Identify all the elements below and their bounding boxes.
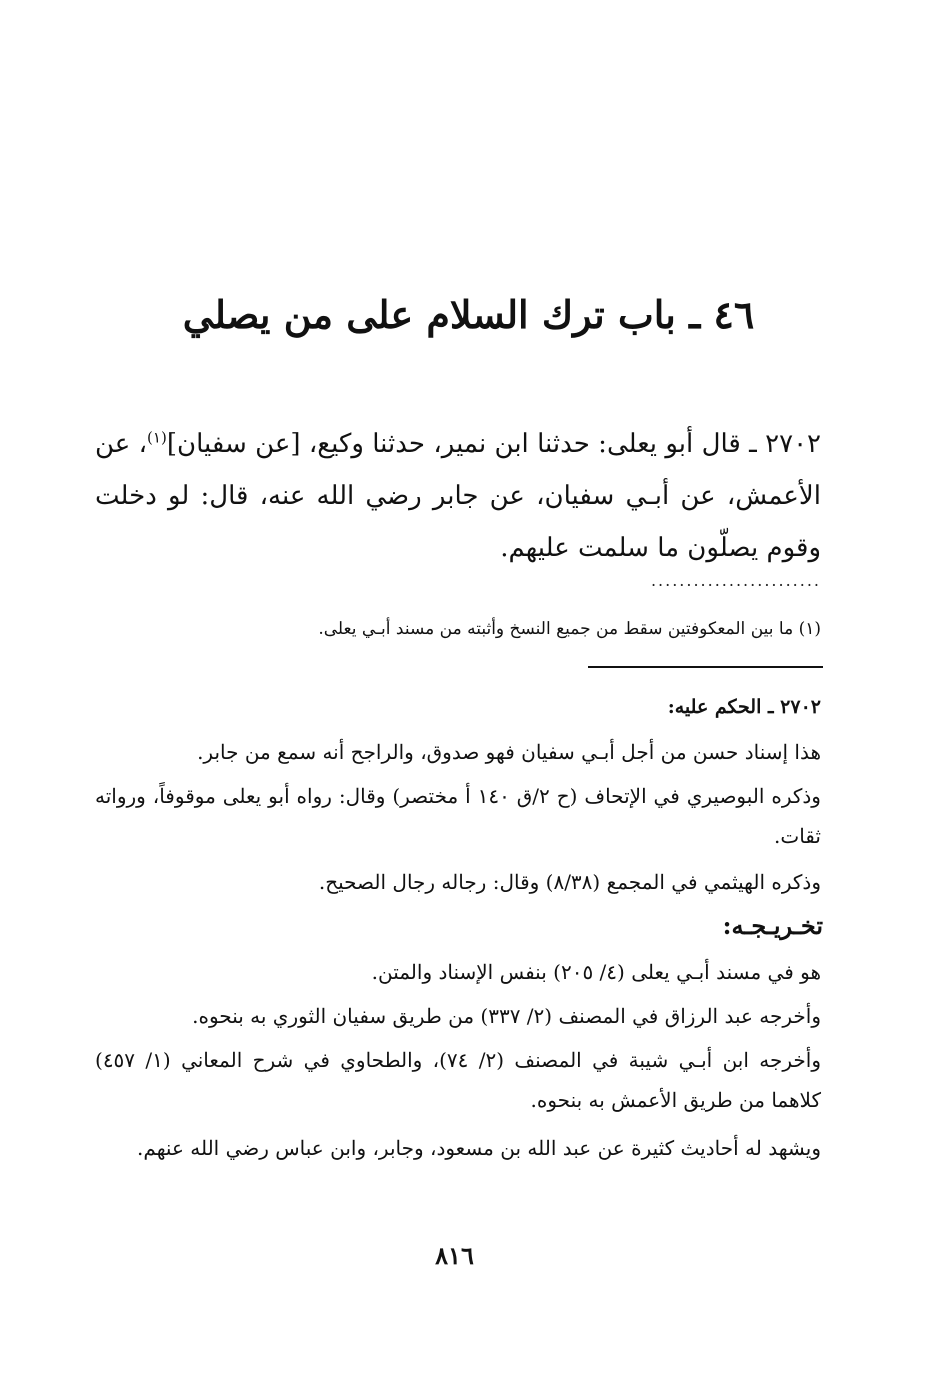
page-number: ٨١٦ — [435, 1241, 474, 1270]
ruling-paragraph: وذكره البوصيري في الإتحاف (ح ٢/ق ١٤٠ أ مختصر) وقال: رواه أبو يعلى موقوفاً، ورواته ثقات. — [95, 784, 821, 848]
footnote-separator: ........................ — [650, 576, 821, 586]
footnote-ref: (١) — [147, 428, 167, 447]
section-divider — [588, 666, 823, 668]
ruling-paragraph: هذا إسناد حسن من أجل أبـي سفيان فهو صدوق، والراجح أنه سمع من جابر. — [197, 740, 821, 764]
footnote: (١) ما بين المعكوفتين سقط من جميع النسخ وأثبته من مسند أبـي يعلى. — [318, 619, 821, 639]
takhrij-paragraph: هو في مسند أبـي يعلى (٤/ ٢٠٥) بنفس الإسناد والمتن. — [371, 960, 821, 984]
hadith-text: ٢٧٠٢ ـ قال أبو يعلى: حدثنا ابن نمير، حدثنا وكيع، [عن سفيان]$^{(١)}$، عن الأعمش، عن أبـي سفيان، عن جابر رضي الله عنه، قال: لو دخلت وقوم يصلّون ما سلمت عليهم. — [95, 428, 821, 563]
chapter-title: ٤٦ ـ باب ترك السلام على من يصلي — [182, 292, 755, 337]
takhrij-paragraph: ويشهد له أحاديث كثيرة عن عبد الله بن مسعود، وجابر، وابن عباس رضي الله عنهم. — [137, 1136, 821, 1160]
takhrij-paragraph: وأخرجه ابن أبـي شيبة في المصنف (٢/ ٧٤)، والطحاوي في شرح المعاني (١/ ٤٥٧) كلاهما من طريق الأعمش به بنحوه. — [95, 1048, 821, 1112]
takhrij-paragraph: وأخرجه عبد الرزاق في المصنف (٢/ ٣٣٧) من طريق سفيان الثوري به بنحوه. — [192, 1004, 821, 1028]
takhrij-heading: تخـريـجـه: — [722, 911, 823, 940]
ruling-paragraph: وذكره الهيثمي في المجمع (٨/٣٨) وقال: رجاله رجال الصحيح. — [318, 870, 821, 894]
ruling-heading: ٢٧٠٢ ـ الحكم عليه: — [667, 696, 821, 718]
